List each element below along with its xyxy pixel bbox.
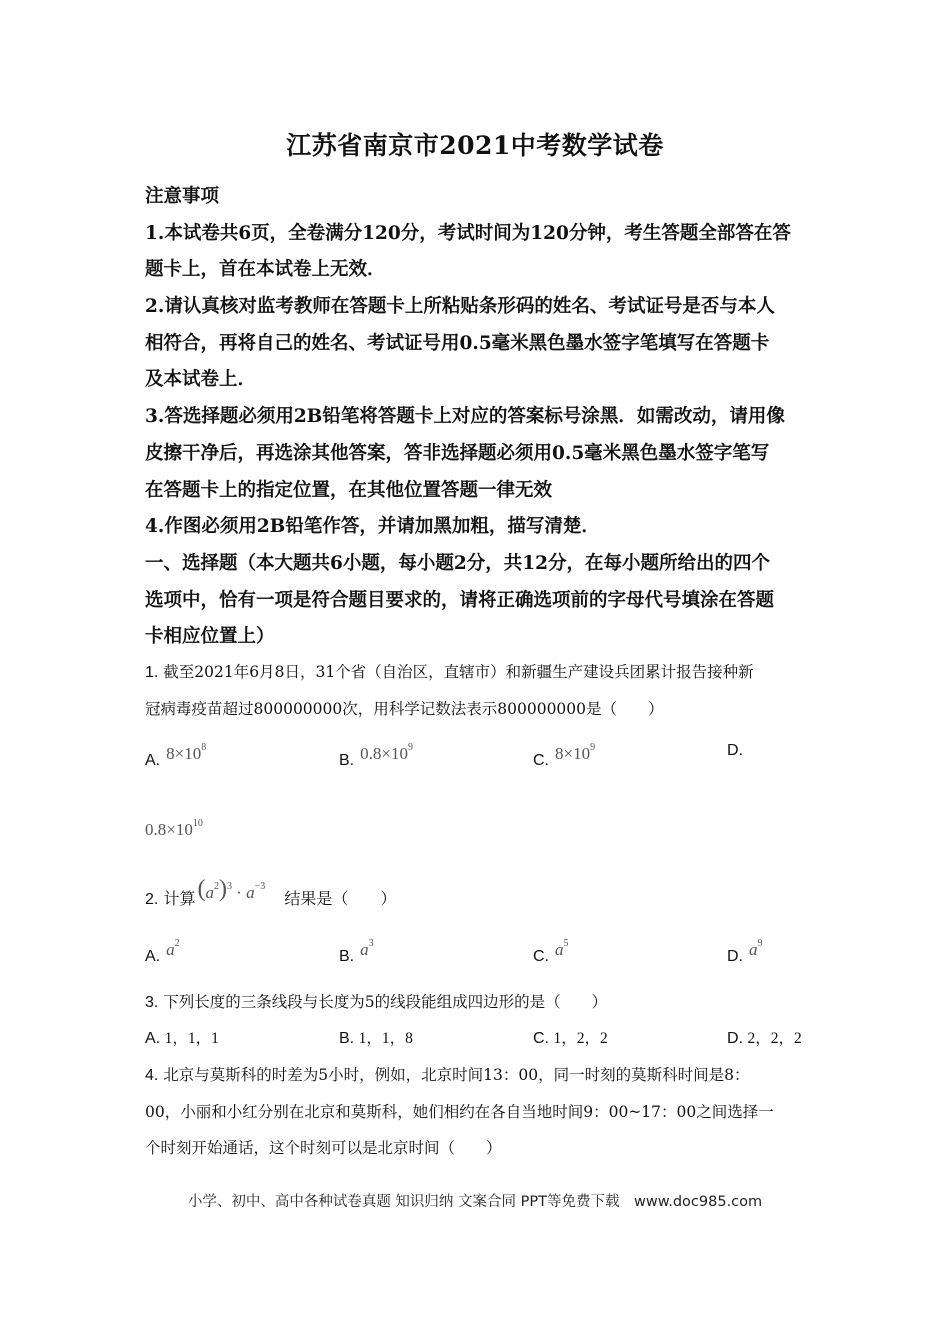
option-letter: A. [145,752,161,769]
page-title: 江苏省南京市2021中考数学试卷 [286,131,664,160]
option-letter: B. [339,1030,355,1047]
option-text: 1，1，8 [358,1030,413,1047]
option-text: 2，2，2 [747,1030,802,1047]
option-letter: C. [533,948,549,965]
option-b [339,1026,413,1048]
option-letter: B. [339,948,355,965]
section-heading-line: 选项中，恰有一项是符合题目要求的，请将正确选项前的字母代号填涂在答题 [145,590,775,611]
option-math: $a^9$ [749,938,763,959]
option-a [145,1026,219,1048]
option-text: 1，1，1 [164,1030,219,1047]
option-letter: D. [727,1030,743,1047]
notes-line: 相符合，再将自己的姓名、考试证号用0.5毫米黑色墨水签字笔填写在答题卡 [145,333,770,354]
question-number: 4. [145,1067,159,1084]
footer-note: 小学、初中、高中各种试卷真题 知识归纳 文案合同 PPT等免费下载 www.doc985.com [187,1194,763,1210]
question-suffix: 结果是（ ） [284,889,397,908]
option-a [145,742,206,770]
option-letter: B. [339,752,355,769]
option-c [533,742,595,770]
question-text: 北京与莫斯科的时差为5小时，例如，北京时间13：00，同一时刻的莫斯科时间是8： [163,1066,750,1084]
option-math: $0.8\times 10^{10}$ [145,818,203,839]
question-text: 截至2021年6月8日，31个省（自治区，直辖市）和新疆生产建设兵团累计报告接种新 [163,663,754,681]
question-3-line [145,990,815,1012]
question-number: 1. [145,664,159,681]
option-d [727,1026,802,1048]
option-math: $a^2$ [166,938,180,959]
notes-line: 皮擦干净后，再选涂其他答案，答非选择题必须用0.5毫米黑色墨水签字笔写 [145,443,770,464]
question-prefix: 计算 [163,889,196,908]
option-c [533,938,569,966]
option-math: $0.8\times 10^9$ [360,742,413,763]
question-1-line-2: 冠病毒疫苗超过800000000次，用科学记数法表示800000000是（ ） [145,700,664,718]
option-math: $a^3$ [360,938,374,959]
option-c [533,1026,608,1048]
notes-line: 4.作图必须用2B铅笔作答，并请加黑加粗，描写清楚． [145,516,600,537]
option-b [339,742,413,770]
option-math: $8\times 10^9$ [555,742,596,763]
notes-line: 3.答选择题必须用2B铅笔将答题卡上对应的答案标号涂黑．如需改动，请用像 [145,406,785,427]
option-text: 1，2，2 [553,1030,608,1047]
notes-heading: 注意事项 [145,186,220,207]
notes-line: 2.请认真核对监考教师在答题卡上所粘贴条形码的姓名、考试证号是否与本人 [145,296,775,317]
question-number: 3. [145,994,159,1011]
question-text: 下列长度的三条线段与长度为5的线段能组成四边形的是（ ） [163,993,608,1011]
option-letter: C. [533,752,549,769]
option-letter: D. [727,948,743,965]
option-d [727,742,743,760]
section-heading-line: 卡相应位置上） [145,626,275,647]
question-number: 2. [145,891,159,908]
notes-line: 及本试卷上． [145,369,257,390]
question-1-line-1 [145,660,815,682]
option-a [145,938,180,966]
question-4-line-3: 个时刻开始通话，这个时刻可以是北京时间（ ） [145,1139,502,1157]
option-letter: D. [727,742,743,759]
notes-line: 1.本试卷共6页，全卷满分120分，考试时间为120分钟，考生答题全部答在答 [145,223,791,244]
option-letter: A. [145,1030,161,1047]
section-heading-line: 一、选择题（本大题共6小题，每小题2分，共12分，在每小题所给出的四个 [145,553,770,574]
expression: $(a^2)^3 \cdot a^{-3}$ [197,876,266,902]
option-letter: A. [145,948,161,965]
option-letter: C. [533,1030,549,1047]
option-math: $a^5$ [555,938,569,959]
question-4-line-2: 00，小丽和小红分别在北京和莫斯科，她们相约在各自当地时间9：00~17：00之间选择一 [145,1103,774,1121]
option-math: $8\times 10^8$ [166,742,207,763]
option-d-value [139,818,203,846]
question-2-line [145,876,815,909]
question-4-line-1 [145,1063,815,1085]
notes-line: 题卡上，首在本试卷上无效． [145,259,386,280]
option-d [727,938,763,966]
notes-line: 在答题卡上的指定位置，在其他位置答题一律无效 [145,480,553,501]
option-b [339,938,374,966]
